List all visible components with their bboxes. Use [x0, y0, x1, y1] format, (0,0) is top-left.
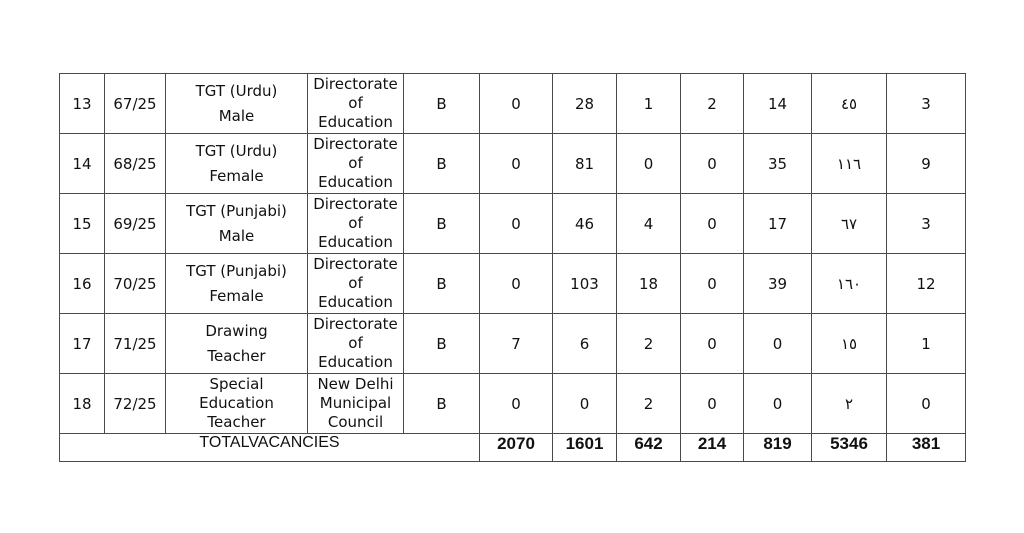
department-cell [308, 134, 404, 194]
vacancy-cell-total: ٤٥ [812, 74, 887, 134]
vacancy-cell-1: 7 [480, 314, 553, 374]
vacancy-cell-4: 0 [681, 374, 744, 434]
department-cell-line: Directorate [313, 75, 398, 93]
vacancy-cell-7: 9 [887, 134, 966, 194]
post-name-cell-line: TGT (Punjabi) [186, 201, 287, 220]
vacancy-cell-2: 28 [553, 74, 617, 134]
vacancy-cell-2: 0 [553, 374, 617, 434]
vacancy-cell-1: 0 [480, 194, 553, 254]
vacancy-cell-4: 0 [681, 194, 744, 254]
vacancy-cell-3: 2 [617, 314, 681, 374]
group-cell: B [404, 74, 480, 134]
total-vacancies-label: TOTALVACANCIES [60, 434, 480, 462]
table-row [60, 254, 966, 314]
vacancy-cell-4: 0 [681, 254, 744, 314]
department-cell-line: of [348, 334, 363, 352]
vacancy-cell-2: 103 [553, 254, 617, 314]
department-cell-line: Education [318, 173, 393, 191]
vacancy-cell-5: 35 [744, 134, 812, 194]
post-name-cell-line: Teacher [207, 346, 266, 365]
vacancy-cell-4: 0 [681, 314, 744, 374]
vacancy-cell-5: 17 [744, 194, 812, 254]
vacancy-cell-total: ٦٧ [812, 194, 887, 254]
post-code-cell: 68/25 [105, 134, 166, 194]
post-name-cell [166, 254, 308, 314]
vacancy-cell-2: 46 [553, 194, 617, 254]
vacancy-table [59, 73, 966, 462]
department-cell-line: Directorate [313, 195, 398, 213]
post-code-cell: 71/25 [105, 314, 166, 374]
department-cell-line: New Delhi [317, 375, 394, 393]
post-name-cell [166, 194, 308, 254]
vacancy-cell-3: 2 [617, 374, 681, 434]
total-cell-4: 214 [681, 434, 744, 462]
table-row [60, 134, 966, 194]
serial-number-cell: 14 [60, 134, 105, 194]
department-cell-line: Education [318, 233, 393, 251]
vacancy-cell-7: 12 [887, 254, 966, 314]
vacancy-cell-1: 0 [480, 254, 553, 314]
vacancy-cell-5: 0 [744, 374, 812, 434]
vacancy-cell-5: 14 [744, 74, 812, 134]
post-name-cell-line: Male [218, 106, 255, 125]
post-name-cell [166, 374, 308, 434]
vacancy-cell-7: 3 [887, 74, 966, 134]
table-row [60, 194, 966, 254]
post-name-cell [166, 134, 308, 194]
post-code-cell: 72/25 [105, 374, 166, 434]
group-cell: B [404, 254, 480, 314]
post-name-cell-line: Female [209, 286, 264, 305]
department-cell [308, 74, 404, 134]
totals-row [60, 434, 966, 462]
group-cell: B [404, 374, 480, 434]
vacancy-cell-7: 0 [887, 374, 966, 434]
post-name-cell [166, 74, 308, 134]
total-cell-2: 1601 [553, 434, 617, 462]
table-row [60, 314, 966, 374]
department-cell-line: Education [318, 353, 393, 371]
vacancy-cell-5: 0 [744, 314, 812, 374]
department-cell [308, 374, 404, 434]
vacancy-cell-2: 6 [553, 314, 617, 374]
post-name-cell-line: Education [199, 394, 274, 412]
vacancy-cell-3: 18 [617, 254, 681, 314]
vacancy-cell-5: 39 [744, 254, 812, 314]
total-cell-total: 5346 [812, 434, 887, 462]
post-code-cell: 70/25 [105, 254, 166, 314]
vacancy-cell-1: 0 [480, 374, 553, 434]
group-cell: B [404, 134, 480, 194]
department-cell [308, 254, 404, 314]
department-cell-line: Directorate [313, 315, 398, 333]
total-cell-1: 2070 [480, 434, 553, 462]
department-cell [308, 194, 404, 254]
department-cell-line: Municipal [319, 394, 392, 412]
post-name-cell-line: TGT (Urdu) [195, 141, 278, 160]
vacancy-cell-total: ٢ [812, 374, 887, 434]
department-cell-line: Council [327, 413, 384, 431]
vacancy-cell-7: 1 [887, 314, 966, 374]
post-name-cell-line: Female [209, 166, 264, 185]
department-cell [308, 314, 404, 374]
post-name-cell [166, 314, 308, 374]
department-cell-line: Directorate [313, 135, 398, 153]
department-cell-line: Education [318, 293, 393, 311]
group-cell: B [404, 314, 480, 374]
post-name-cell-line: Teacher [207, 413, 266, 431]
post-code-cell: 67/25 [105, 74, 166, 134]
post-name-cell-line: TGT (Urdu) [195, 81, 278, 100]
serial-number-cell: 16 [60, 254, 105, 314]
serial-number-cell: 13 [60, 74, 105, 134]
table-row [60, 374, 966, 434]
department-cell-line: of [348, 274, 363, 292]
vacancy-cell-4: 2 [681, 74, 744, 134]
department-cell-line: of [348, 154, 363, 172]
department-cell-line: Education [318, 113, 393, 131]
vacancy-cell-1: 0 [480, 74, 553, 134]
post-code-cell: 69/25 [105, 194, 166, 254]
vacancy-cell-3: 4 [617, 194, 681, 254]
table-row [60, 74, 966, 134]
vacancy-cell-total: ١١٦ [812, 134, 887, 194]
post-name-cell-line: Special [209, 375, 264, 393]
post-name-cell-line: Male [218, 226, 255, 245]
total-cell-7: 381 [887, 434, 966, 462]
vacancy-cell-4: 0 [681, 134, 744, 194]
department-cell-line: of [348, 94, 363, 112]
vacancy-cell-2: 81 [553, 134, 617, 194]
vacancy-cell-7: 3 [887, 194, 966, 254]
serial-number-cell: 18 [60, 374, 105, 434]
table-body [60, 74, 966, 434]
post-name-cell-line: TGT (Punjabi) [186, 261, 287, 280]
vacancy-cell-3: 1 [617, 74, 681, 134]
department-cell-line: Directorate [313, 255, 398, 273]
vacancy-cell-1: 0 [480, 134, 553, 194]
group-cell: B [404, 194, 480, 254]
vacancy-cell-3: 0 [617, 134, 681, 194]
total-cell-5: 819 [744, 434, 812, 462]
total-cell-3: 642 [617, 434, 681, 462]
vacancy-cell-total: ١٦٠ [812, 254, 887, 314]
vacancy-cell-total: ١٥ [812, 314, 887, 374]
post-name-cell-line: Drawing [205, 321, 268, 340]
department-cell-line: of [348, 214, 363, 232]
serial-number-cell: 15 [60, 194, 105, 254]
serial-number-cell: 17 [60, 314, 105, 374]
